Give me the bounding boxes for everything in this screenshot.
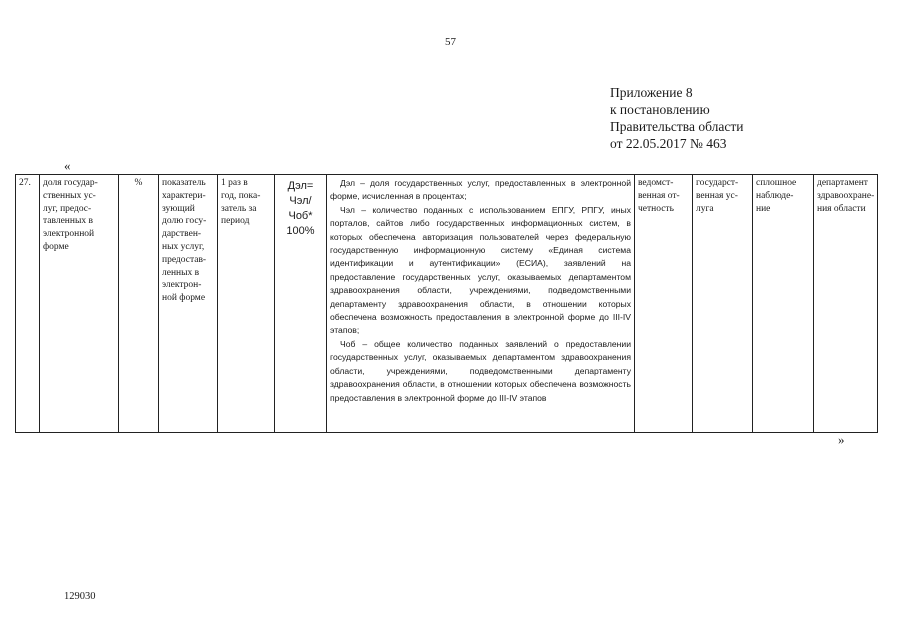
- opening-quote: «: [64, 158, 71, 173]
- document-code: 129030: [64, 591, 96, 602]
- appendix-line-1: Приложение 8: [610, 85, 693, 100]
- data-source-cell: ведомст- венная от- четность: [635, 175, 693, 433]
- appendix-line-4: от 22.05.2017 № 463: [610, 136, 727, 151]
- formula-cell: Дэл= Чэл/Чоб* 100%: [275, 175, 327, 433]
- closing-quote: »: [838, 432, 845, 447]
- responsible-cell: департамент здравоохране- ния области: [814, 175, 878, 433]
- definition-ch-el: Чэл – количество поданных с использованием ЕПГУ, РПГУ, иных порталов, сайтов либо государственных информационных систем, в которых обеспечена авторизация пользователей через федеральную государственную информационную систему «Единая система идентификации и аутентификации» (ЕСИА), заявлений на предоставление государственных услуг, оказываемых департаментом здравоохранения области, учреждениями, подведомственными департаменту здравоохранения области, в отношении которых обеспечена возможность предоставления в электронной форме до III-IV этапов;: [330, 204, 631, 336]
- indicator-table: [15, 174, 878, 433]
- definitions-cell: [327, 175, 635, 433]
- row-number: 27.: [16, 175, 40, 433]
- appendix-line-2: к постановлению: [610, 102, 710, 117]
- appendix-line-3: Правительства области: [610, 119, 744, 134]
- table-row: [16, 175, 878, 433]
- definition-d: Дэл – доля государственных услуг, предоставленных в электронной форме, исчисленная в процентах;: [330, 178, 631, 202]
- periodicity-cell: 1 раз в год, пока- затель за период: [218, 175, 275, 433]
- page-number: 57: [445, 36, 456, 48]
- indicator-name: доля государ- ственных ус- луг, предос- тавленных в электронной форме: [40, 175, 119, 433]
- collection-method-cell: сплошное наблюде- ние: [753, 175, 814, 433]
- unit-cell: %: [119, 175, 159, 433]
- observation-unit-cell: государст- венная ус- луга: [693, 175, 753, 433]
- definition-ch-ob: Чоб – общее количество поданных заявлений о предоставлении государственных услуг, оказываемых департаментом здравоохранения области, учреждениями, подведомственными департаменту здравоохранения области, в отношении которых обеспечена возможность предоставления в электронной форме до III-IV этапов: [330, 338, 631, 403]
- appendix-header: [610, 84, 743, 152]
- indicator-description: показатель характери- зующий долю госу- дарствен- ных услуг, предостав- ленных в электрон- ной форме: [159, 175, 218, 433]
